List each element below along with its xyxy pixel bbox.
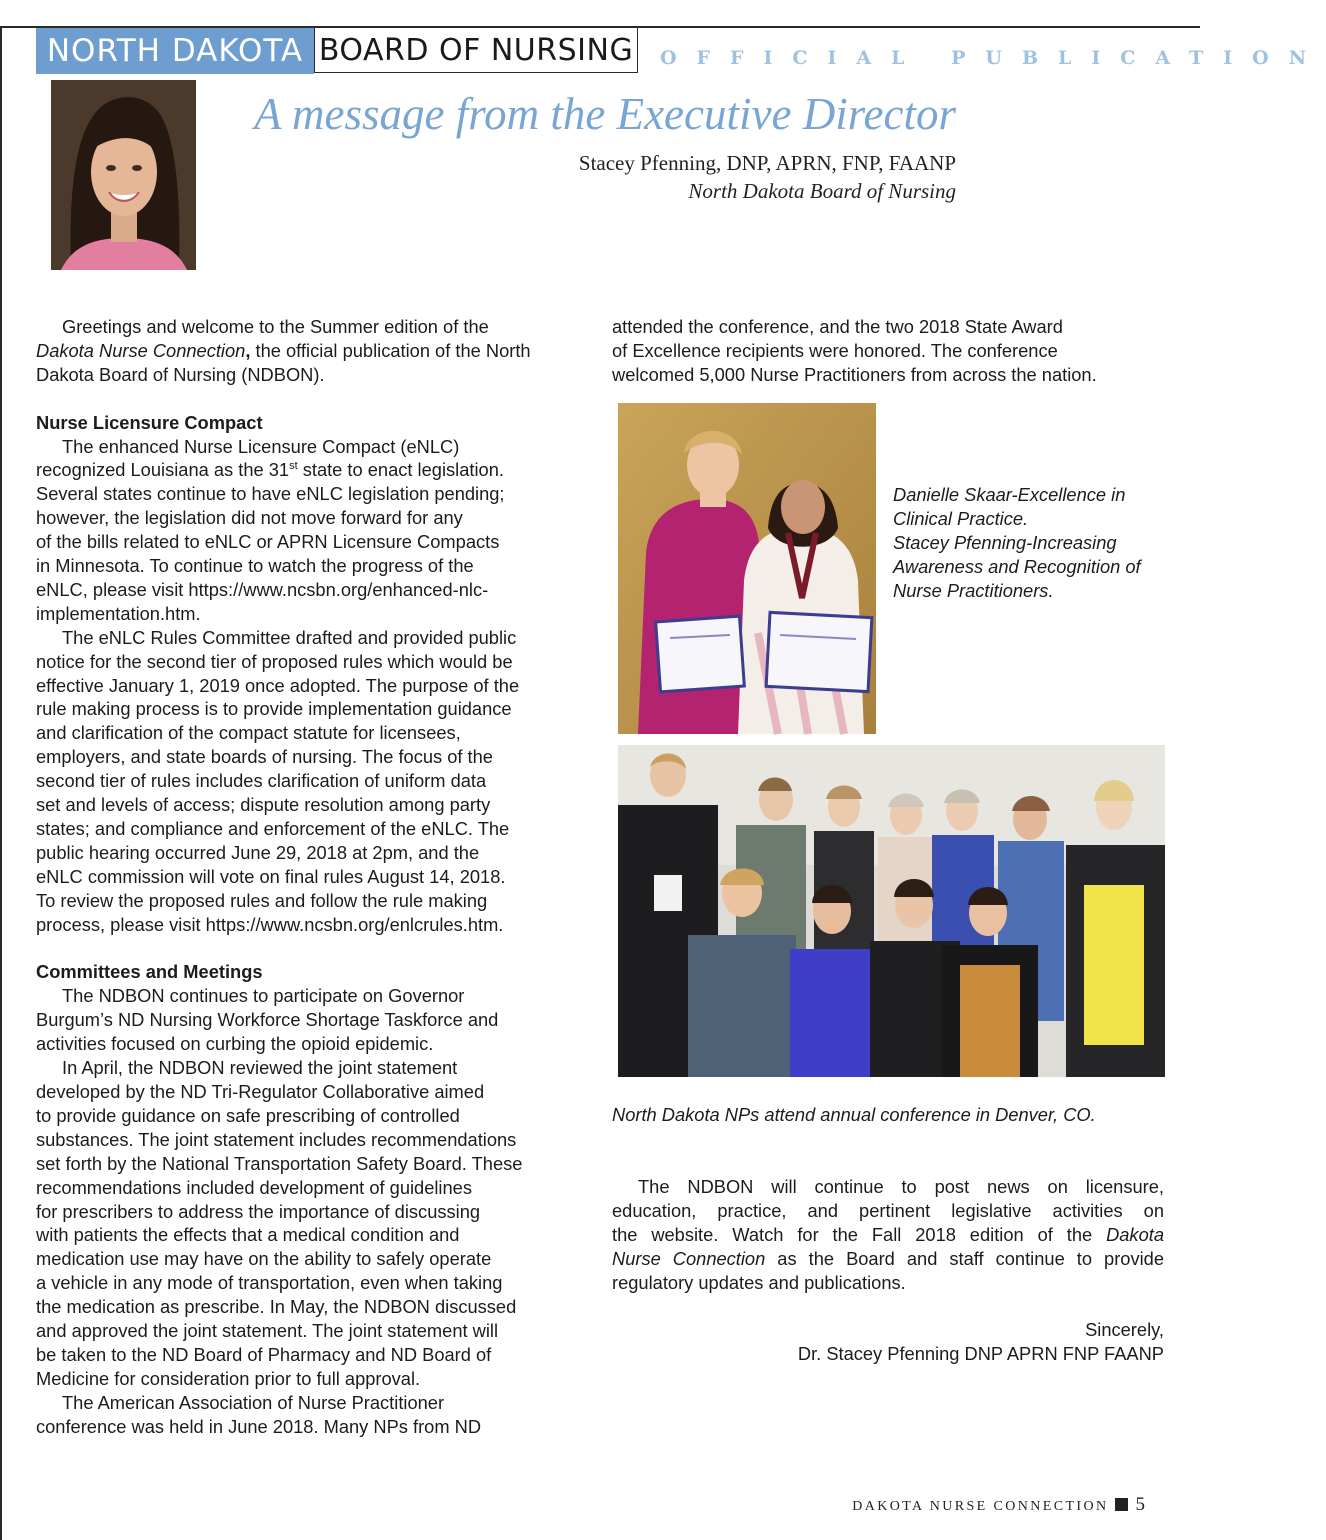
publication-name: Dakota <box>1106 1223 1164 1245</box>
committees-line: The American Association of Nurse Practitioner <box>62 1391 445 1413</box>
intro-line: Greetings and welcome to the Summer edition of the <box>62 316 489 337</box>
nlc-rules-line: and clarification of the compact statute for licensees, <box>36 722 461 744</box>
ordinal-suffix: st <box>289 460 298 473</box>
committees-line: conference was held in June 2018. Many NPs from ND <box>36 1415 482 1437</box>
signoff-closing: Sincerely, <box>1085 1319 1164 1340</box>
committees-line: substances. The joint statement includes recommendations <box>36 1128 517 1150</box>
nlc-rules-line: process, please visit https://www.ncsbn.org/enlcrules.htm. <box>36 913 504 935</box>
closing-line: regulatory updates and publications. <box>612 1271 906 1293</box>
intro-line <box>36 339 591 363</box>
committees-line: The NDBON continues to participate on Governor <box>62 985 465 1007</box>
masthead-board: BOARD OF NURSING <box>314 28 638 73</box>
masthead-tagline: OFFICIAL PUBLICATION <box>660 47 1326 69</box>
nlc-line: eNLC, please visit https://www.ncsbn.org/enhanced-nlc- <box>36 578 489 600</box>
committees-line: with patients the effects that a medical condition and <box>36 1224 460 1246</box>
award-caption-line: Clinical Practice. <box>893 507 1029 529</box>
group-caption-text: North Dakota NPs attend annual conference in Denver, CO. <box>612 1104 1096 1125</box>
nlc-rules-line: To review the proposed rules and follow the rule making <box>36 889 488 911</box>
committees-line: recommendations included development of guidelines <box>36 1176 472 1198</box>
nlc-line: in Minnesota. To continue to watch the progress of the <box>36 555 474 577</box>
nlc-line: of the bills related to eNLC or APRN Licensure Compacts <box>36 531 500 553</box>
committees-line: set forth by the National Transportation Safety Board. These <box>36 1152 523 1174</box>
nlc-line: Several states continue to have eNLC legislation pending; <box>36 483 505 505</box>
nlc-rules-line: set and levels of access; dispute resolution among party <box>36 794 491 816</box>
page-footer <box>820 1493 1145 1517</box>
committees-line: Medicine for consideration prior to full approval. <box>36 1367 421 1389</box>
committees-line: a vehicle in any mode of transportation, even when taking <box>36 1272 503 1294</box>
intro-text: the official publication of the North <box>250 339 531 361</box>
closing-line: education, practice, and pertinent legislative activities on <box>612 1199 1164 1221</box>
signoff-name: Dr. Stacey Pfenning DNP APRN FNP FAANP <box>797 1343 1164 1364</box>
left-rule <box>0 26 2 1540</box>
nlc-rules-line: notice for the second tier of proposed rules which would be <box>36 650 513 672</box>
right-column-top <box>612 315 1172 387</box>
nlc-text: state to enact legislation. <box>297 459 504 481</box>
committees-line: for prescribers to address the importance of discussing <box>36 1200 481 1222</box>
page-number: 5 <box>1135 1494 1145 1515</box>
nlc-line: The enhanced Nurse Licensure Compact (eNLC) <box>62 435 460 457</box>
group-caption <box>612 1103 1172 1127</box>
left-column <box>36 315 591 1439</box>
committees-line: be taken to the ND Board of Pharmacy and ND Board of <box>36 1343 492 1365</box>
committees-line: developed by the ND Tri-Regulator Collaborative aimed <box>36 1080 485 1102</box>
nlc-rules-line: public hearing occurred June 29, 2018 at 2pm, and the <box>36 841 480 863</box>
article-organization: North Dakota Board of Nursing <box>688 179 956 203</box>
committees-line: to provide guidance on safe prescribing of controlled <box>36 1104 460 1126</box>
section-heading-committees: Committees and Meetings <box>36 961 263 983</box>
nlc-rules-line: rule making process is to provide implementation guidance <box>36 698 512 720</box>
intro-comma: , <box>245 339 251 361</box>
article-author: Stacey Pfenning, DNP, APRN, FNP, FAANP <box>578 151 956 175</box>
nlc-rules-line: states; and compliance and enforcement of the eNLC. The <box>36 818 510 840</box>
publication-name: Dakota Nurse Connection <box>36 339 246 361</box>
closing-line <box>612 1247 1164 1271</box>
closing-paragraph <box>612 1175 1164 1295</box>
award-caption-line: Awareness and Recognition of <box>893 555 1141 577</box>
closing-text: the website. Watch for the Fall 2018 edition of the <box>612 1223 1107 1245</box>
conference-line: of Excellence recipients were honored. The conference <box>612 339 1058 361</box>
award-caption-line: Stacey Pfenning-Increasing <box>893 531 1117 553</box>
award-caption-line: Danielle Skaar-Excellence in <box>893 484 1126 505</box>
closing-text: as the Board and staff continue to provide <box>765 1247 1164 1269</box>
nlc-rules-line: The eNLC Rules Committee drafted and provided public <box>62 626 517 648</box>
nlc-text: recognized Louisiana as the 31 <box>36 459 290 481</box>
nlc-line <box>36 458 591 482</box>
closing-line: The NDBON will continue to post news on licensure, <box>638 1176 1164 1197</box>
square-bullet-icon <box>1115 1498 1128 1511</box>
article-title: A message from the Executive Director <box>254 89 956 139</box>
nlc-rules-line: employers, and state boards of nursing. The focus of the <box>36 746 493 768</box>
committees-line: medication use may have on the ability to safely operate <box>36 1248 492 1270</box>
committees-line: the medication as prescribe. In May, the NDBON discussed <box>36 1296 517 1318</box>
group-photo <box>618 745 1165 1077</box>
author-portrait <box>51 80 196 270</box>
award-photo <box>618 403 876 734</box>
intro-line: Dakota Board of Nursing (NDBON). <box>36 363 325 385</box>
footer-publication: DAKOTA NURSE CONNECTION <box>852 1499 1109 1514</box>
committees-line: and approved the joint statement. The joint statement will <box>36 1320 499 1342</box>
award-caption <box>893 483 1193 603</box>
publication-name: Nurse Connection <box>612 1247 766 1269</box>
nlc-rules-line: second tier of rules includes clarification of uniform data <box>36 770 487 792</box>
award-caption-line: Nurse Practitioners. <box>893 579 1054 601</box>
nlc-rules-line: effective January 1, 2019 once adopted. The purpose of the <box>36 674 520 696</box>
nlc-line: implementation.htm. <box>36 602 201 624</box>
conference-line: attended the conference, and the two 2018 State Award <box>612 316 1063 337</box>
nlc-rules-line: eNLC commission will vote on final rules August 14, 2018. <box>36 865 506 887</box>
committees-line: In April, the NDBON reviewed the joint statement <box>62 1057 458 1079</box>
masthead-state: NORTH DAKOTA <box>36 28 314 74</box>
nlc-line: however, the legislation did not move forward for any <box>36 507 463 529</box>
closing-line <box>612 1223 1164 1247</box>
conference-line: welcomed 5,000 Nurse Practitioners from across the nation. <box>612 363 1097 385</box>
committees-line: activities focused on curbing the opioid epidemic. <box>36 1033 434 1055</box>
committees-line: Burgum’s ND Nursing Workforce Shortage Taskforce and <box>36 1009 499 1031</box>
section-heading-nlc: Nurse Licensure Compact <box>36 411 263 433</box>
